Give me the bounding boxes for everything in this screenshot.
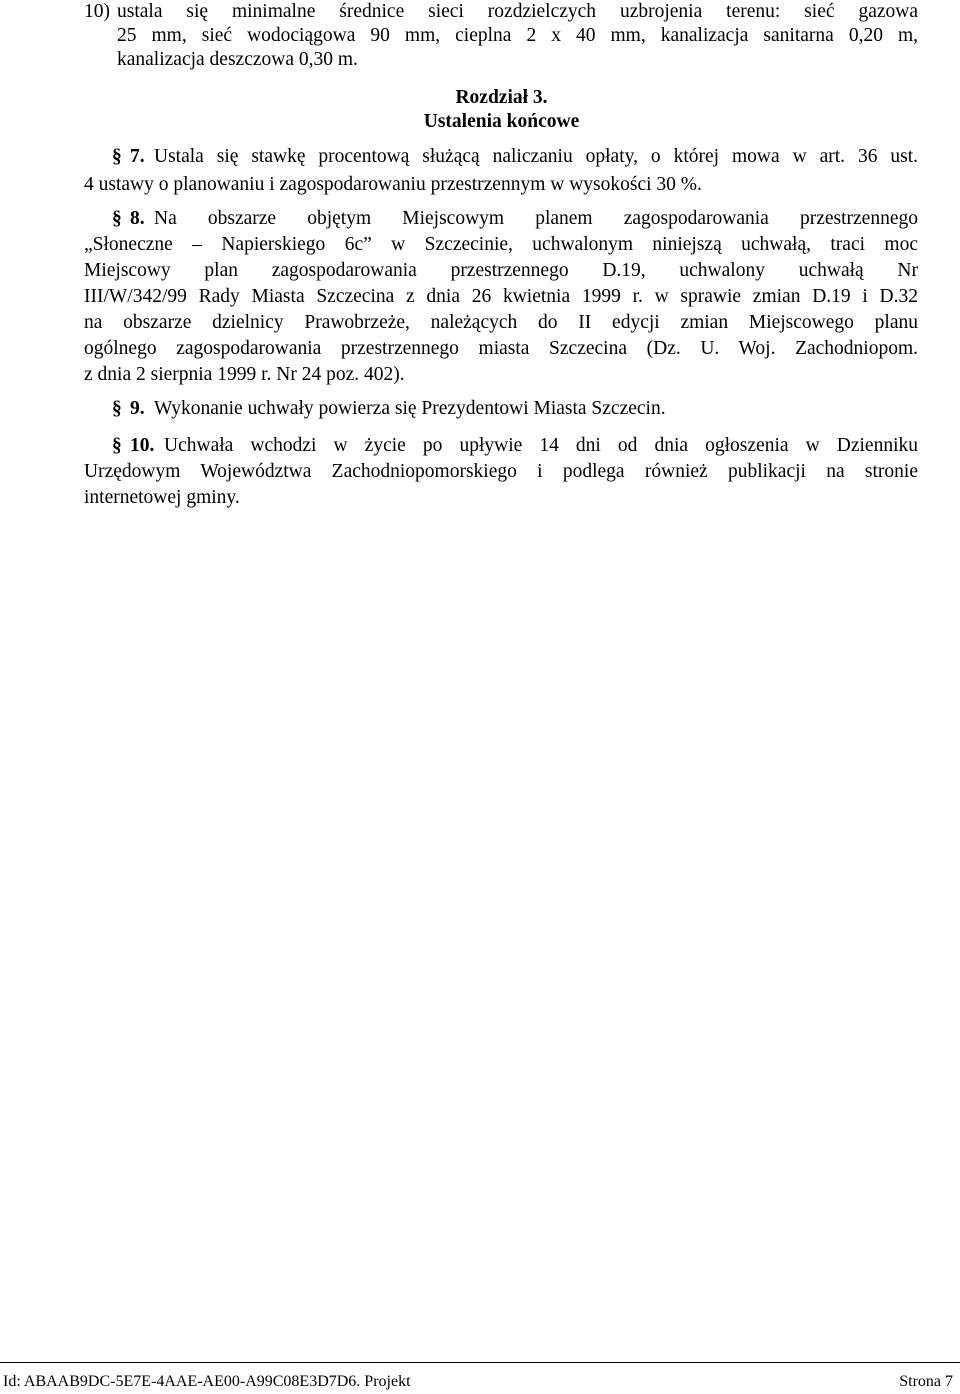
paragraph-number: 8. — [130, 208, 145, 229]
paragraph-line: ogólnego zagospodarowania przestrzennego miasta Szczecina (Dz. U. Woj. Zachodniopom. — [84, 338, 918, 359]
page-footer — [0, 1362, 960, 1392]
list-item-line: kanalizacja deszczowa 0,30 m. — [117, 49, 358, 70]
paragraph-line: 4 ustawy o planowaniu i zagospodarowaniu przestrzennym w wysokości 30 %. — [84, 174, 702, 195]
paragraph-line: „Słoneczne – Napierskiego 6c” w Szczecinie, uchwalonym niniejszą uchwałą, traci moc — [84, 234, 918, 255]
paragraph-line: Wykonanie uchwały powierza się Prezydentowi Miasta Szczecin. — [154, 398, 666, 419]
paragraph-number: 10. — [130, 435, 155, 456]
paragraph-number: 9. — [130, 398, 145, 419]
paragraph-number: 7. — [130, 146, 145, 167]
paragraph-line: Ustala się stawkę procentową służącą naliczaniu opłaty, o której mowa w art. 36 ust. — [154, 146, 918, 167]
paragraph-line: III/W/342/99 Rady Miasta Szczecina z dnia 26 kwietnia 1999 r. w sprawie zmian D.19 i D.32 — [84, 286, 918, 307]
chapter-subtitle: Ustalenia końcowe — [423, 111, 580, 132]
paragraph-line: z dnia 2 sierpnia 1999 r. Nr 24 poz. 402). — [84, 364, 405, 385]
paragraph-line: Urzędowym Województwa Zachodniopomorskiego i podlega również publikacji na stronie — [84, 461, 918, 482]
paragraph-line: internetowej gminy. — [84, 487, 240, 508]
section-symbol: § — [112, 146, 122, 167]
page-number: Strona 7 — [899, 1373, 953, 1390]
list-item-number: 10) — [84, 1, 110, 22]
section-symbol: § — [112, 208, 122, 229]
list-item-line: 25 mm, sieć wodociągowa 90 mm, cieplna 2 x 40 mm, kanalizacja sanitarna 0,20 m, — [117, 25, 918, 46]
section-symbol: § — [112, 435, 122, 456]
paragraph-line: Na obszarze objętym Miejscowym planem zagospodarowania przestrzennego — [154, 208, 918, 229]
paragraph-line: na obszarze dzielnicy Prawobrzeże, należących do II edycji zmian Miejscowego planu — [84, 312, 918, 333]
section-symbol: § — [112, 398, 122, 419]
paragraph-line: Miejscowy plan zagospodarowania przestrzennego D.19, uchwalony uchwałą Nr — [84, 260, 918, 281]
document-id: Id: ABAAB9DC-5E7E-4AAE-AE00-A99C08E3D7D6. Projekt — [3, 1373, 411, 1390]
paragraph-line: Uchwała wchodzi w życie po upływie 14 dni od dnia ogłoszenia w Dzienniku — [164, 435, 918, 456]
list-item-line: ustala się minimalne średnice sieci rozdzielczych uzbrojenia terenu: sieć gazowa — [117, 1, 918, 22]
chapter-title: Rozdział 3. — [455, 87, 548, 108]
